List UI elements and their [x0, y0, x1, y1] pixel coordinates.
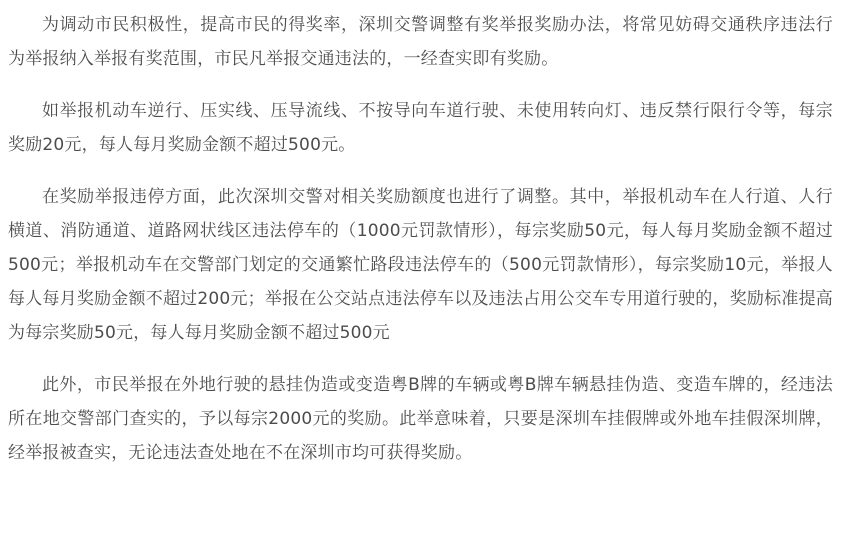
paragraph: 如举报机动车逆行、压实线、压导流线、不按导向车道行驶、未使用转向灯、违反禁行限行令等，每宗奖励20元，每人每月奖励金额不超过500元。	[8, 101, 833, 155]
paragraph: 此外，市民举报在外地行驶的悬挂伪造或变造粤B牌的车辆或粤B牌车辆悬挂伪造、变造车牌的，经违法所在地交警部门查实的，予以每宗2000元的奖励。此举意味着，只要是深圳车挂假牌或外地车挂假深圳牌，经举报被查实，无论违法查处地在不在深圳市均可获得奖励。	[8, 375, 833, 463]
paragraph: 为调动市民积极性，提高市民的得奖率，深圳交警调整有奖举报奖励办法，将常见妨碍交通秩序违法行为举报纳入举报有奖范围，市民凡举报交通违法的，一经查实即有奖励。	[8, 15, 833, 69]
paragraph: 在奖励举报违停方面，此次深圳交警对相关奖励额度也进行了调整。其中，举报机动车在人行道、人行横道、消防通道、道路网状线区违法停车的（1000元罚款情形），每宗奖励50元，每人每月奖励金额不超过500元；举报机动车在交警部门划定的交通繁忙路段违法停车的（500元罚款情形），每宗奖励10元，举报人每人每月奖励金额不超过200元；举报在公交站点违法停车以及违法占用公交车专用道行驶的，奖励标准提高为每宗奖励50元，每人每月奖励金额不超过500元	[8, 187, 833, 343]
